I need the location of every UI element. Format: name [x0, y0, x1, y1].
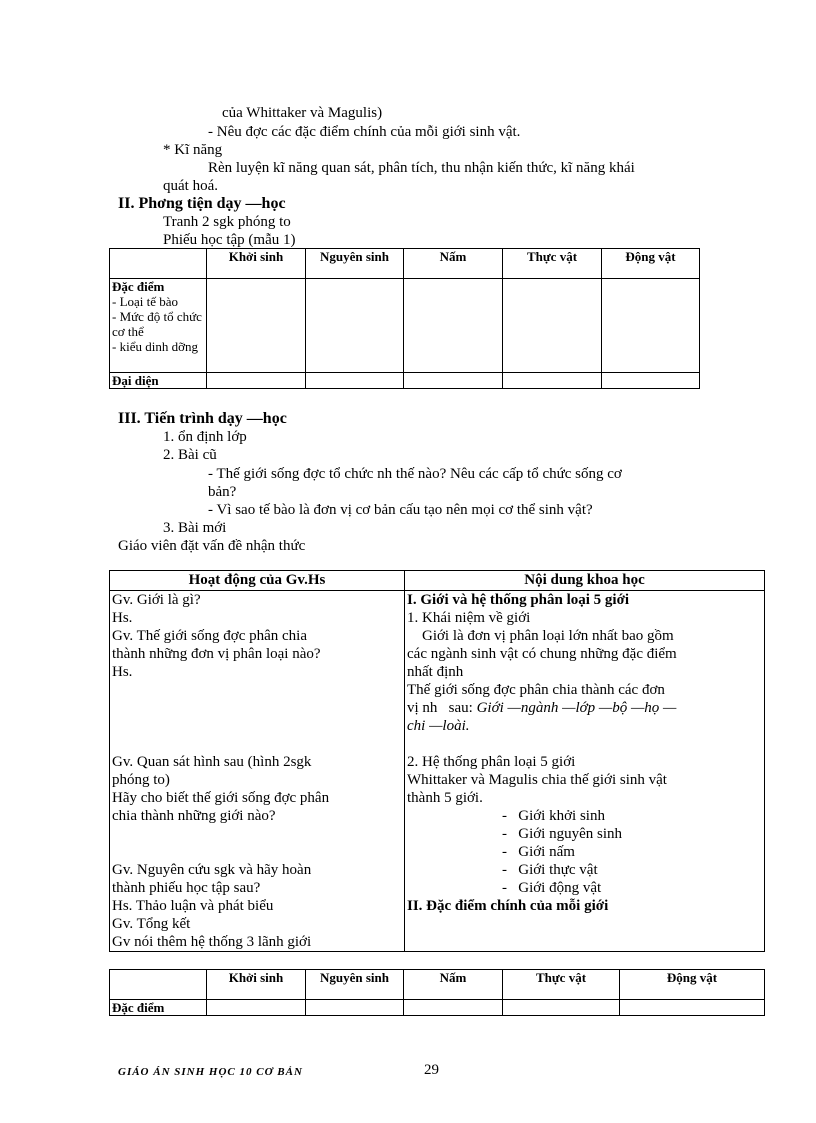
skill-heading: * Kĩ năng	[163, 142, 223, 158]
lesson-header-content: Nội dung khoa học	[405, 571, 765, 591]
lesson-activities-cell	[110, 591, 405, 952]
left-line: Gv. Nguyên cứu sgk và hãy hoàn	[112, 862, 312, 878]
kingdom-item: - Giới động vật	[502, 880, 602, 896]
section3-intro: Giáo viên đặt vấn đề nhận thức	[118, 538, 306, 554]
table1-cell	[602, 279, 700, 373]
lesson-header-activities: Hoạt động của Gv.Hs	[110, 571, 405, 591]
table1-header-khoi-sinh: Khởi sinh	[207, 249, 306, 279]
left-line: thành những đơn vị phân loại nào?	[112, 646, 321, 662]
table1-header-dong-vat: Động vật	[602, 249, 700, 279]
table3-cell	[620, 1000, 765, 1016]
table1-row-label-dai-dien: Đại diện	[110, 373, 207, 389]
table3-row-label-dac-diem: Đặc điểm	[110, 1000, 207, 1016]
table1-header-blank	[110, 249, 207, 279]
kingdom-item: - Giới nguyên sinh	[502, 826, 623, 842]
table3-header-dong-vat: Động vật	[620, 970, 765, 1000]
content-line: thành 5 giới.	[407, 790, 483, 806]
table3-header-khoi-sinh: Khởi sinh	[207, 970, 306, 1000]
lesson-content-cell	[405, 591, 765, 952]
table1-row-label-dac-diem	[110, 279, 207, 373]
content-title-2: II. Đặc điểm chính của mỗi giới	[407, 898, 609, 914]
table1-label-line-2: - Loại tế bào	[112, 294, 179, 309]
content-sub-1: 1. Khái niệm về giới	[407, 610, 531, 626]
content-taxonomy-italic: Giới —ngành —lớp —bộ —họ —	[476, 700, 677, 716]
content-taxonomy-end: chi —loài.	[407, 718, 470, 734]
content-taxonomy-prefix: vị nh sau:	[407, 700, 477, 716]
left-line: phóng to)	[112, 772, 170, 788]
table3-cell	[306, 1000, 404, 1016]
kingdom-item: - Giới thực vật	[502, 862, 598, 878]
content-line: Thế giới sống đợc phân chia thành các đơn	[407, 682, 665, 698]
worksheet-table-1	[109, 248, 700, 389]
footer-title: GIÁO ÁN SINH HỌC 10 CƠ BẢN	[118, 1066, 303, 1078]
content-line: nhất định	[407, 664, 464, 680]
table1-header-nam: Nấm	[404, 249, 503, 279]
kingdom-item: - Giới nấm	[502, 844, 575, 860]
section3-question-1b: bản?	[208, 484, 237, 500]
section3-heading: III. Tiến trình dạy —học	[118, 410, 287, 427]
section3-item-1: 1. ổn định lớp	[163, 429, 247, 445]
skill-line-2: quát hoá.	[163, 178, 218, 194]
table3-cell	[207, 1000, 306, 1016]
table3-header-nam: Nấm	[404, 970, 503, 1000]
table1-header-nguyen-sinh: Nguyên sinh	[306, 249, 404, 279]
left-line: Hs.	[112, 664, 133, 680]
left-line: Hs. Thảo luận và phát biểu	[112, 898, 274, 914]
worksheet-table-2	[109, 969, 765, 1016]
section3-question-1a: - Thế giới sống đợc tổ chức nh thế nào? Nêu các cấp tổ chức sống cơ	[208, 466, 622, 482]
table1-cell	[207, 279, 306, 373]
section2-item-1: Tranh 2 sgk phóng to	[163, 214, 291, 230]
left-line: Gv. Tổng kết	[112, 916, 191, 932]
table3-cell	[503, 1000, 620, 1016]
table1-cell	[404, 279, 503, 373]
section3-item-3: 3. Bài mới	[163, 520, 227, 536]
left-line: Gv. Quan sát hình sau (hình 2sgk	[112, 754, 312, 770]
intro-line-2: - Nêu đợc các đặc điểm chính của mỗi giới sinh vật.	[208, 124, 521, 140]
kingdom-list	[407, 807, 762, 897]
table3-header-nguyen-sinh: Nguyên sinh	[306, 970, 404, 1000]
left-line: thành phiếu học tập sau?	[112, 880, 261, 896]
left-line: Gv. Thế giới sống đợc phân chia	[112, 628, 307, 644]
table1-label-line-4: - kiểu dinh dỡng	[112, 339, 198, 354]
table3-header-thuc-vat: Thực vật	[503, 970, 620, 1000]
table1-cell	[404, 373, 503, 389]
left-line: Hãy cho biết thế giới sống đợc phân	[112, 790, 330, 806]
table1-cell	[503, 279, 602, 373]
content-title-1: I. Giới và hệ thống phân loại 5 giới	[407, 592, 630, 608]
section3-question-2: - Vì sao tế bào là đơn vị cơ bản cấu tạo nên mọi cơ thể sinh vật?	[208, 502, 593, 518]
content-line: các ngành sinh vật có chung những đặc điểm	[407, 646, 677, 662]
table1-label-line-1: Đặc điểm	[112, 279, 165, 294]
left-line: Gv. Giới là gì?	[112, 592, 201, 608]
content-sub-2: 2. Hệ thống phân loại 5 giới	[407, 754, 576, 770]
skill-line-1: Rèn luyện kĩ năng quan sát, phân tích, thu nhận kiến thức, kĩ năng khái	[208, 160, 635, 176]
lesson-table	[109, 570, 765, 952]
table1-cell	[306, 373, 404, 389]
left-line: Gv nói thêm hệ thống 3 lãnh giới	[112, 934, 312, 950]
page-number: 29	[424, 1062, 439, 1078]
table1-cell	[306, 279, 404, 373]
section2-item-2: Phiếu học tập (mẫu 1)	[163, 232, 296, 248]
kingdom-item: - Giới khởi sinh	[502, 808, 605, 824]
left-line: chia thành những giới nào?	[112, 808, 276, 824]
left-line: Hs.	[112, 610, 133, 626]
table1-cell	[602, 373, 700, 389]
table1-cell	[503, 373, 602, 389]
table1-label-line-3: - Mức độ tổ chức cơ thể	[112, 309, 202, 339]
table3-cell	[404, 1000, 503, 1016]
table3-header-blank	[110, 970, 207, 1000]
content-line-taxonomy	[407, 699, 762, 717]
section3-item-2: 2. Bài cũ	[163, 447, 217, 463]
content-line: Giới là đơn vị phân loại lớn nhất bao gồm	[407, 628, 674, 644]
table1-header-thuc-vat: Thực vật	[503, 249, 602, 279]
section2-heading: II. Phơng tiện dạy —học	[118, 195, 286, 212]
table1-cell	[207, 373, 306, 389]
content-line: Whittaker và Magulis chia thế giới sinh vật	[407, 772, 667, 788]
intro-line-1: của Whittaker và Magulis)	[222, 105, 383, 121]
